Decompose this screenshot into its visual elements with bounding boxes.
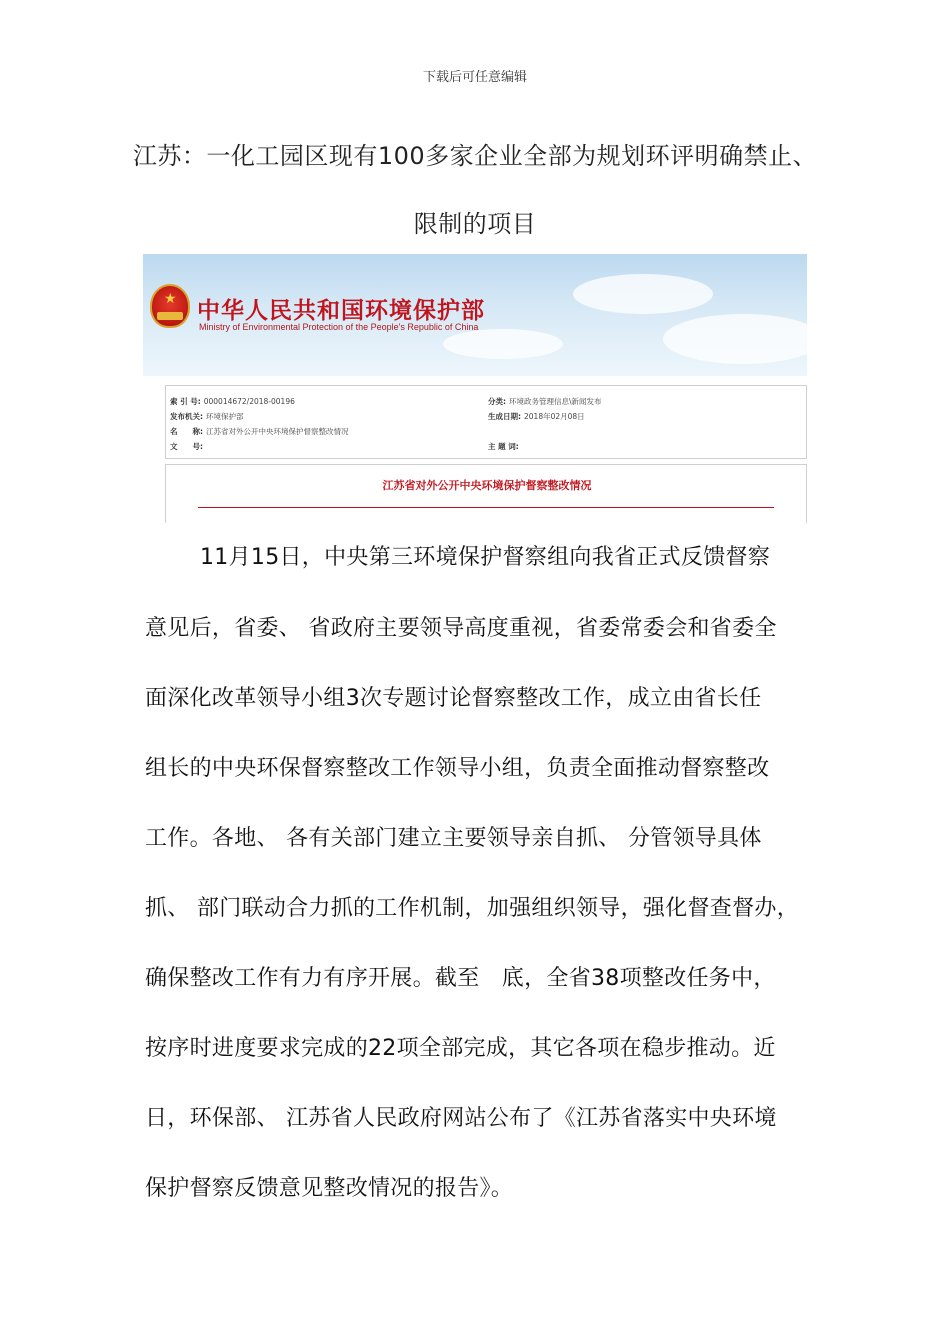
meta-keywords: 主 题 词: [488,442,519,451]
body-line-3: 面深化改革领导小组3次专题讨论督察整改工作，成立由省长任 [145,686,762,711]
document-title-line-2: 限制的项目 [413,210,537,238]
cloud-decoration [573,274,713,314]
body-line-5: 工作。各地、 各有关部门建立主要领导亲自抓、 分管领导具体 [145,826,762,851]
meta-docno: 文 号: [170,442,203,451]
ministry-name-chinese: 中华人民共和国环境保护部 [197,298,485,324]
document-metadata-box [165,385,807,459]
embedded-webpage-screenshot [143,254,807,523]
body-line-6: 抓、 部门联动合力抓的工作机制，加强组织领导，强化督查督办， [145,896,799,921]
article-header-box [165,464,807,523]
national-emblem-icon: ★ [150,284,190,328]
document-title-line-1: 江苏：一化工园区现有100多家企业全部为规划环评明确禁止、 [132,142,818,170]
meta-date: 生成日期: 2018年02月08日 [488,412,585,421]
body-line-1: 11月15日，中央第三环境保护督察组向我省正式反馈督察 [200,545,771,570]
meta-category: 分类: 环境政务管理信息\新闻发布 [488,397,602,406]
body-line-9: 日，环保部、 江苏省人民政府网站公布了《江苏省落实中央环境 [145,1106,777,1131]
body-line-2: 意见后，省委、 省政府主要领导高度重视，省委常委会和省委全 [145,616,777,641]
body-line-10: 保护督察反馈意见整改情况的报告》。 [145,1176,514,1201]
ministry-banner [143,254,807,376]
meta-name: 名 称: 江苏省对外公开中央环境保护督察整改情况 [170,427,349,436]
cloud-decoration [663,314,807,364]
body-line-7: 确保整改工作有力有序开展。截至 底，全省38项整改任务中， [145,966,776,991]
meta-issuer: 发布机关: 环境保护部 [170,412,244,421]
article-title: 江苏省对外公开中央环境保护督察整改情况 [382,479,592,492]
header-note: 下载后可任意编辑 [422,70,527,85]
body-line-8: 按序时进度要求完成的22项全部完成，其它各项在稳步推动。近 [145,1036,776,1061]
cloud-decoration [443,329,563,359]
meta-index: 索 引 号: 000014672/2018-00196 [170,397,295,406]
ministry-name-english: Ministry of Environmental Protection of the People's Republic of China [199,322,479,332]
article-title-divider [198,507,774,508]
body-line-4: 组长的中央环保督察整改工作领导小组，负责全面推动督察整改 [145,756,770,781]
